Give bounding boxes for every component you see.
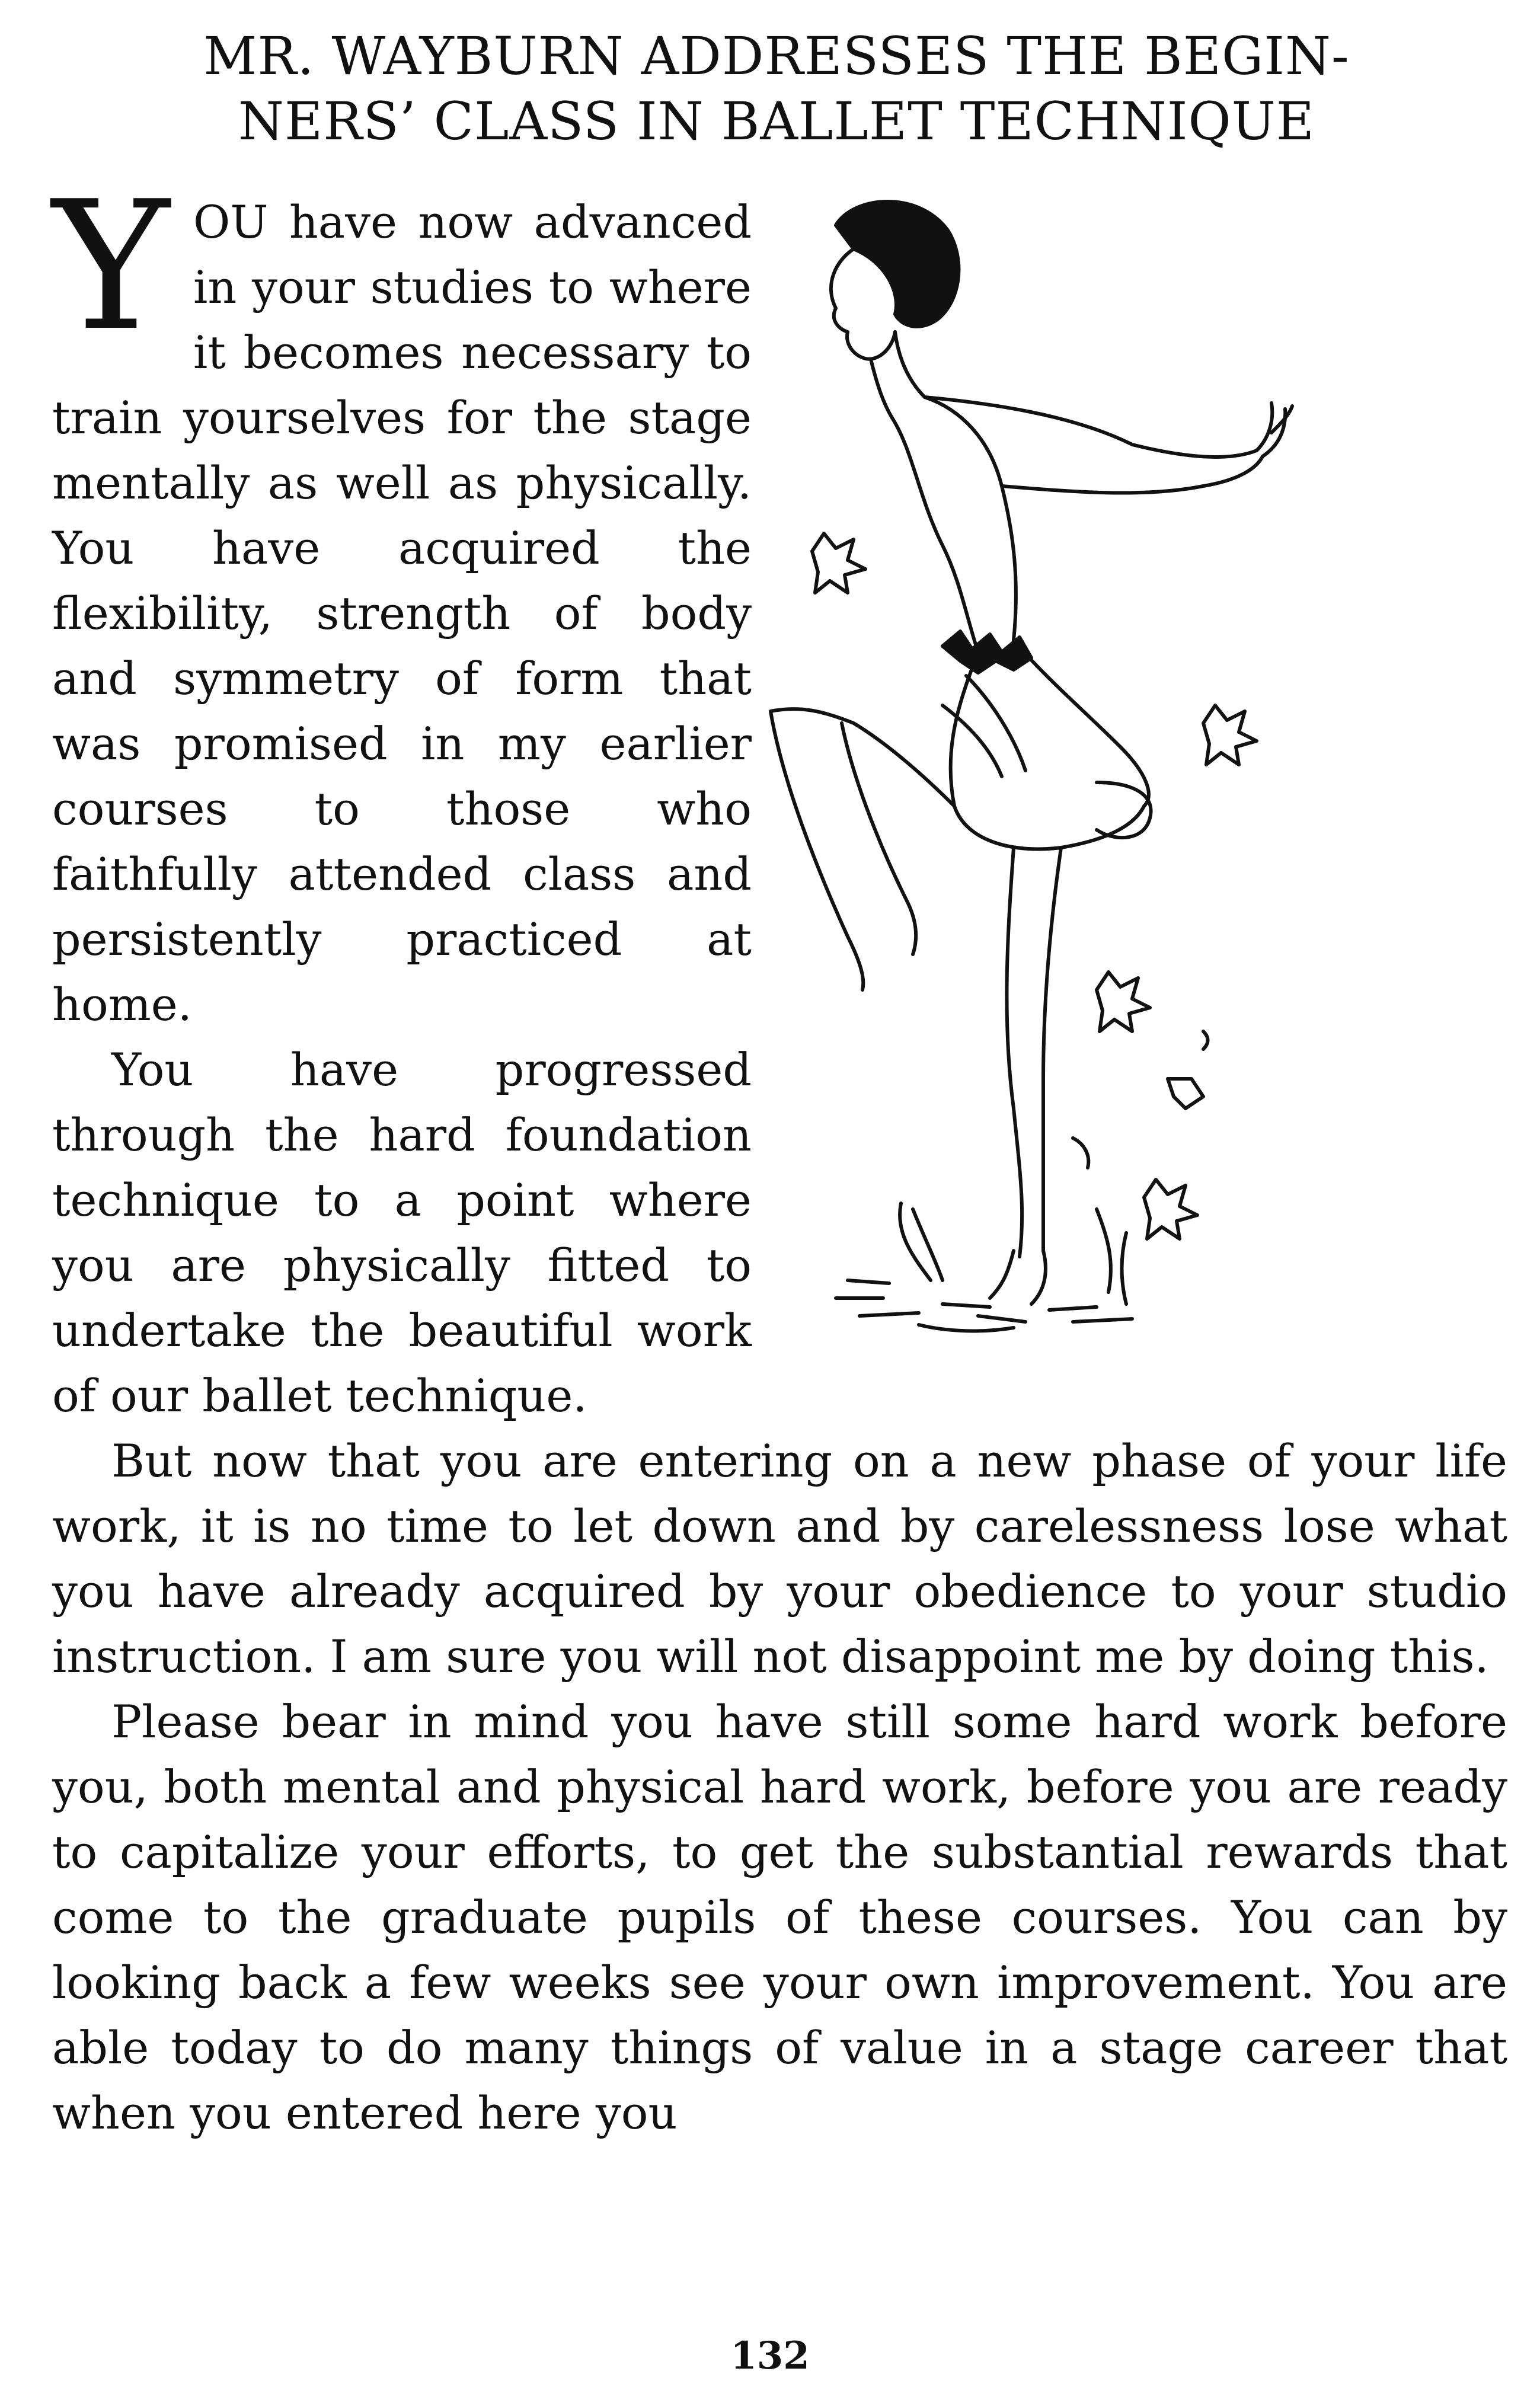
title-line-1: MR. WAYBURN ADDRESSES THE BEGIN- [203, 25, 1350, 87]
page-number: 132 [730, 2334, 810, 2378]
paragraph-4: Please bear in mind you have still some hard work before you, both mental and physical hard work, before you are ready to capitalize your efforts, to get the substantial rewards that come to the graduate pupils of these courses. You can by looking back a few weeks see your own improvement. You are able today to do many things of value in a stage career that when you entered here you [52, 1695, 1507, 2139]
paragraph-1 [52, 163, 752, 1037]
paragraph-2: You have progressed through the hard foundation technique to a point where you are physically fitted to undertake the beautiful work of our ballet technique. [52, 1043, 752, 1422]
dancer-illustration-icon [765, 190, 1512, 1458]
narrow-text-column [52, 163, 752, 1429]
drop-cap: Y [52, 163, 170, 370]
full-width-text [52, 1429, 1507, 2146]
paragraph-3: But now that you are entering on a new phase of your life work, it is no time to let down and by carelessness lose what you have already acquired by your obedience to your studio instruction. I am sure you will not disappoint me by doing this. [52, 1434, 1507, 1683]
title-line-2: NERS’ CLASS IN BALLET TECHNIQUE [238, 91, 1315, 152]
paragraph-1-text: OU have now advanced in your studies to where it becomes necessary to train yourselves for the stage mentally as well as physically. You have acquired the flexibility, strength of body and symmetry of form that was promised in my earlier courses to those who faithfully attended class and persistently practiced at home. [52, 196, 752, 1031]
article-title [47, 24, 1506, 154]
